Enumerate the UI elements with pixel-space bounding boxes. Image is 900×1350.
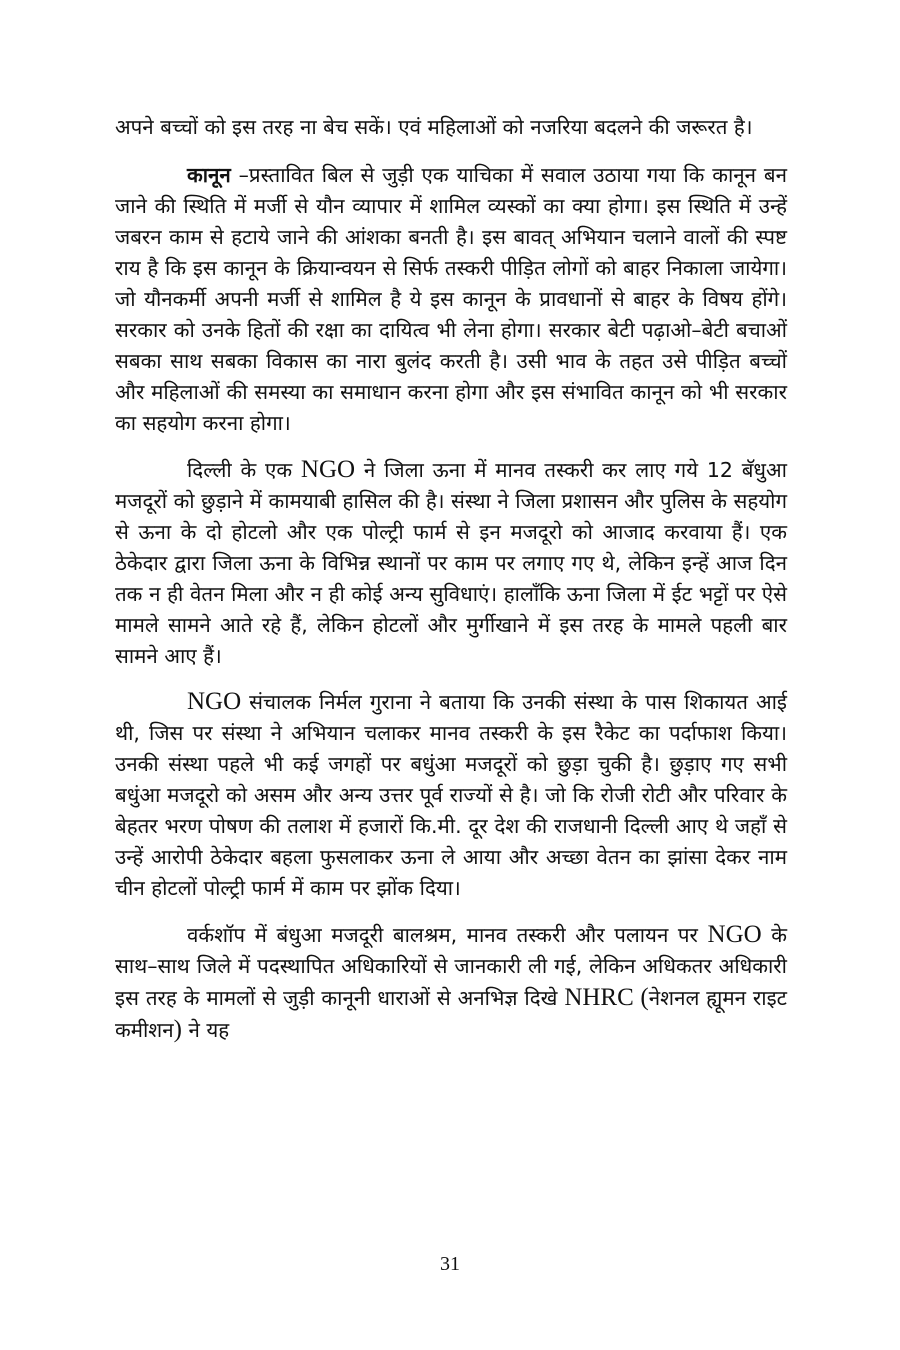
paragraph-1 [115,112,787,143]
paragraph-law-text: –प्रस्तावित बिल से जुड़ी एक याचिका में सवाल उठाया गया कि कानून बन जाने की स्थिति में मर्जी से यौन व्यापार में शामिल व्यस्कों का क्या होगा। इस स्थिति में उन्हें जबरन काम से हटाये जाने की आंशका बनती है। इस बावत् अभियान चलाने वालों की स्पष्ट राय है कि इस कानून के क्रियान्वयन से सिर्फ तस्करी पीड़ित लोगों को बाहर निकाला जायेगा। जो यौनकर्मी अपनी मर्जी से शामिल है ये इस कानून के प्रावधानों से बाहर के विषय होंगे। सरकार को उनके हितों की रक्षा का दायित्व भी लेना होगा। सरकार बेटी पढ़ाओ–बेटी बचाओं सबका साथ सबका विकास का नारा बुलंद करती है। उसी भाव के तहत उसे पीड़ित बच्चों और महिलाओं की समस्या का समाधान करना होगा और इस संभावित कानून को भी सरकार का सहयोग करना होगा। [115,163,787,435]
document-page [115,112,787,1046]
paren-close: ) [173,1016,182,1043]
paragraph-workshop-before: वर्कशॉप में बंधुआ मजदूरी बालश्रम, मानव तस्करी और पलायन पर [187,923,708,947]
ngo-abbrev: NGO [187,688,242,715]
law-heading: कानून [187,163,231,187]
nhrc-abbrev: NHRC [564,984,634,1011]
paragraph-workshop-middle: के साथ–साथ जिले में पदस्थापित अधिकारियों से जानकारी ली गई, लेकिन अधिकतर अधिकारी इस तरह के मामलों से जुड़ी कानूनी धाराओं से अनभिज्ञ दिखे [115,923,788,1010]
page-number: 31 [440,1253,460,1275]
nhrc-full-name: नेशनल ह्यूमन राइट कमीशन [115,986,788,1042]
paragraph-ngo-director [115,686,787,904]
paragraph-1-text: अपने बच्चों को इस तरह ना बेच सकें। एवं महिलाओं को नजरिया बदलने की जरूरत है। [115,115,753,139]
ngo-abbrev: NGO [300,456,356,483]
paragraph-law [115,160,787,439]
paragraph-ngo-director-text: संचालक निर्मल गुराना ने बताया कि उनकी संस्था के पास शिकायत आई थी, जिस पर संस्था ने अभियान चलाकर मानव तस्करी के इस रैकेट का पर्दाफाश किया। उनकी संस्था पहले भी कई जगहों पर बधुंआ मजदूरों को छुड़ा चुकी है। छुड़ाए गए सभी बधुंआ मजदूरो को असम और अन्य उत्तर पूर्व राज्यों से है। जो कि रोजी रोटी और परिवार के बेहतर भरण पोषण की तलाश में हजारों कि.मी. दूर देश की राजधानी दिल्ली आए थे जहाँ से उन्हें आरोपी ठेकेदार बहला फुसलाकर ऊना ले आया और अच्छा वेतन का झांसा देकर नाम चीन होटलों पोल्ट्री फार्म में काम पर झोंक दिया। [115,690,787,900]
paragraph-delhi-ngo [115,454,787,672]
paragraph-workshop [115,919,787,1046]
paragraph-workshop-after: ने यह [181,1018,230,1042]
paragraph-delhi-ngo-after: ने जिला ऊना में मानव तस्करी कर लाए गये 12 बॅधुआ मजदूरों को छुड़ाने में कामयाबी हासिल की है। संस्था ने जिला प्रशासन और पुलिस के सहयोग से ऊना के दो होटलो और एक पोल्ट्री फार्म से इन मजदूरो को आजाद करवाया हैं। एक ठेकेदार द्वारा जिला ऊना के विभिन्न स्थानों पर काम पर लगाए गए थे, लेकिन इन्हें आज दिन तक न ही वेतन मिला और न ही कोई अन्य सुविधाएं। हालाँकि ऊना जिला में ईट भट्टों पर ऐसे मामले सामने आते रहे हैं, लेकिन होटलों और मुर्गीखाने में इस तरह के मामले पहली बार सामने आए हैं। [115,458,788,668]
paragraph-delhi-ngo-before: दिल्ली के एक [187,458,301,482]
ngo-abbrev: NGO [707,921,762,948]
paren-open: ( [633,984,649,1011]
